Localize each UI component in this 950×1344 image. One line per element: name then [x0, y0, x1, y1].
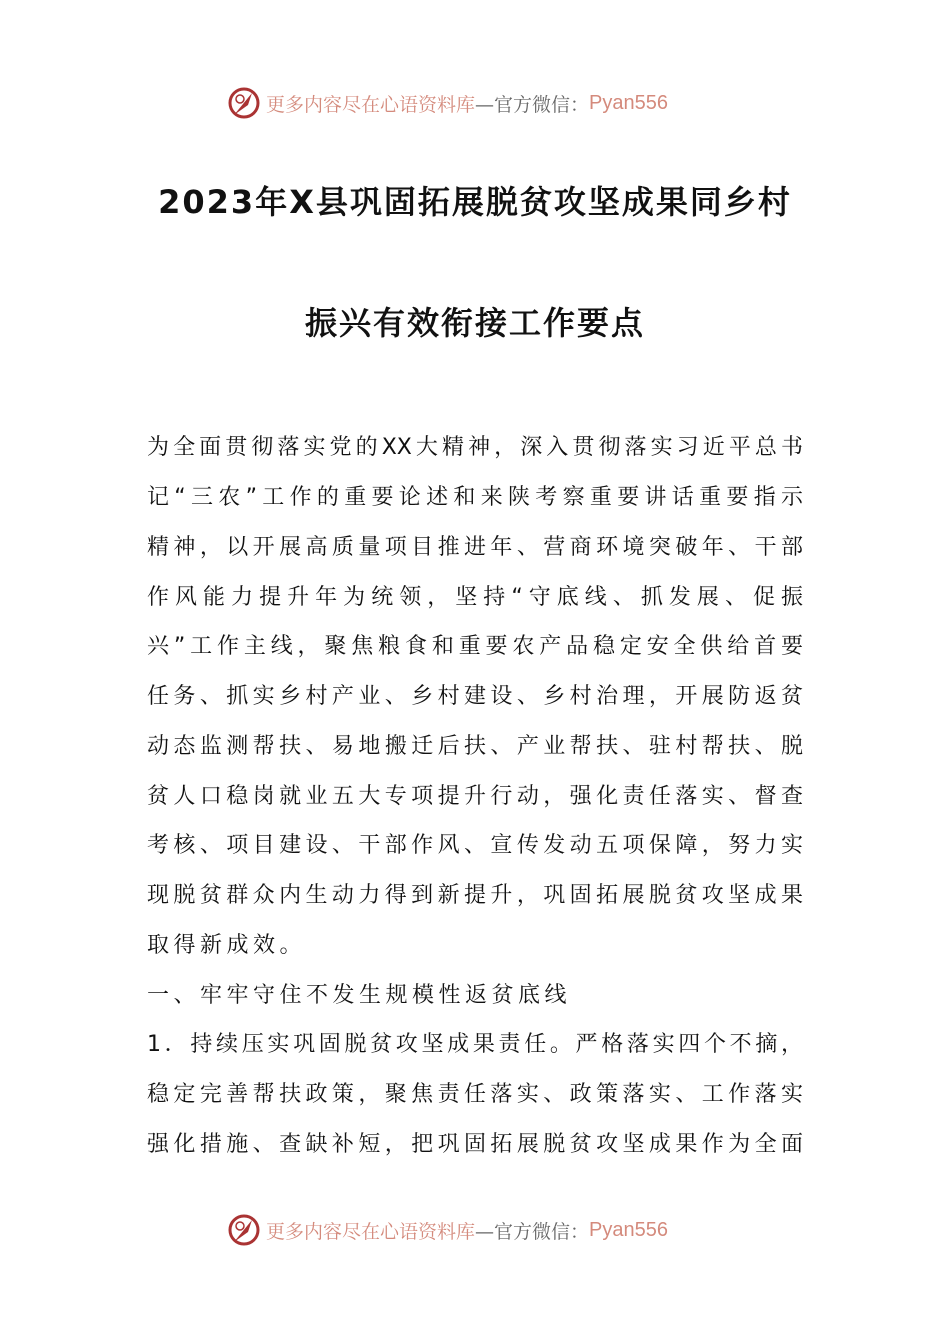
body-line: 贫人口稳岗就业五大专项提升行动，强化责任落实、督查 — [147, 784, 803, 809]
watermark-id: Pyan556 — [589, 1218, 668, 1241]
body-line: 稳定完善帮扶政策，聚焦责任落实、政策落实、工作落实 — [147, 1082, 803, 1107]
watermark-id: Pyan556 — [589, 91, 668, 114]
watermark-site: 更多内容尽在心语资料库 — [266, 93, 476, 116]
body-line: 记“三农”工作的重要论述和来陕考察重要讲话重要指示 — [147, 485, 803, 510]
footer-watermark — [226, 1210, 668, 1250]
watermark-site: 更多内容尽在心语资料库 — [266, 1220, 476, 1243]
body-line: 取得新成效。 — [147, 933, 307, 958]
body-line: 精神，以开展高质量项目推进年、营商环境突破年、干部 — [147, 535, 803, 560]
body-line: 考核、项目建设、干部作风、宣传发动五项保障，努力实 — [147, 833, 803, 858]
quill-logo-icon — [226, 1212, 262, 1248]
body-line: 1．持续压实巩固脱贫攻坚成果责任。严格落实四个不摘， — [147, 1032, 803, 1057]
document-title-line2: 振兴有效衔接工作要点 — [304, 304, 645, 342]
quill-logo-icon — [226, 85, 262, 121]
document-title-line1: 2023年X县巩固拓展脱贫攻坚成果同乡村 — [158, 183, 792, 221]
section-heading: 一、牢牢守住不发生规模性返贫底线 — [147, 983, 572, 1008]
body-line: 为全面贯彻落实党的XX大精神，深入贯彻落实习近平总书 — [147, 435, 803, 460]
body-line: 作风能力提升年为统领，坚持“守底线、抓发展、促振 — [147, 585, 803, 610]
body-line: 现脱贫群众内生动力得到新提升，巩固拓展脱贫攻坚成果 — [147, 883, 803, 908]
body-line: 兴”工作主线，聚焦粮食和重要农产品稳定安全供给首要 — [147, 634, 803, 659]
body-line: 任务、抓实乡村产业、乡村建设、乡村治理，开展防返贫 — [147, 684, 803, 709]
body-line: 动态监测帮扶、易地搬迁后扶、产业帮扶、驻村帮扶、脱 — [147, 734, 803, 759]
header-watermark — [226, 83, 668, 123]
watermark-sep: —官方微信： — [475, 93, 590, 116]
watermark-sep: —官方微信： — [475, 1220, 590, 1243]
body-line: 强化措施、查缺补短，把巩固拓展脱贫攻坚成果作为全面 — [147, 1132, 803, 1157]
